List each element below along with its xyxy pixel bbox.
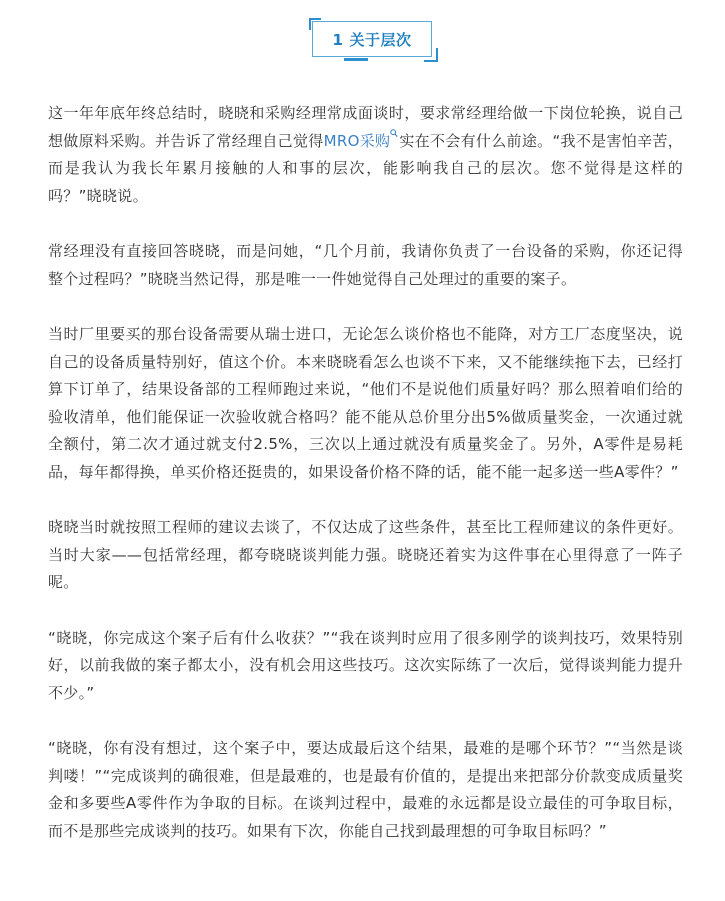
paragraph-text: 这一年年底年终总结时，晓晓和采购经理常成面谈时，要求常经理给做一下岗位轮换，说自己想做原料采购。并告诉了常经理自己觉得 xyxy=(48,104,683,150)
paragraph-5: “晓晓，你完成这个案子后有什么收获？”“我在谈判时应用了很多刚学的谈判技巧，效果特别好，以前我做的案子都太小，没有机会用这些技巧。这次实际练了一次后，觉得谈判能力提升不少。” xyxy=(48,628,683,702)
section-title-box xyxy=(312,21,432,57)
paragraph-2: 常经理没有直接回答晓晓，而是问她，“几个月前，我请你负责了一台设备的采购，你还记得整个过程吗？”晓晓当然记得，那是唯一一件她觉得自己处理过的重要的案子。 xyxy=(48,242,683,288)
title-corner-decoration xyxy=(424,48,438,62)
section-title-label: 关于层次 xyxy=(349,30,412,49)
mro-purchase-link[interactable] xyxy=(324,132,400,150)
paragraph-6: “晓晓，你有没有想过，这个案子中，要达成最后这个结果，最难的是哪个环节？”“当然是谈判喽！”“完成谈判的确很难，但是最难的，也是最有价值的，是提出来把部分价款变成质量奖金和多要些A零件作为争取的目标。在谈判过程中，最难的永远都是设立最佳的可争取目标，而不是那些完成谈判的技巧。如果有下次，你能自己找到最理想的可争取目标吗？” xyxy=(48,739,683,840)
paragraph-4: 晓晓当时就按照工程师的建议去谈了，不仅达成了这些条件，甚至比工程师建议的条件更好。当时大家——包括常经理，都夸晓晓谈判能力强。晓晓还着实为这件事在心里得意了一阵子呢。 xyxy=(48,518,683,591)
section-title xyxy=(312,18,438,62)
link-text: MRO采购 xyxy=(323,131,391,150)
search-icon xyxy=(390,129,398,139)
paragraph-3: 当时厂里要买的那台设备需要从瑞士进口，无论怎么谈价格也不能降，对方工厂态度坚决，说自己的设备质量特别好，值这个价。本来晓晓看怎么也谈不下来，又不能继续拖下去，已经打算下订单了，结果设备部的工程师跑过来说，“他们不是说他们质量好吗？那么照着咱们给的验收清单，他们能保证一次验收就合格吗？能不能从总价里分出5%做质量奖金，一次通过就全额付，第二次才通过就支付2.5%，三次以上通过就没有质量奖金了。另外，A零件是易耗品，每年都得换，单买价格还挺贵的，如果设备价格不降的话，能不能一起多送一些A零件？” xyxy=(48,325,683,481)
title-underline-decoration xyxy=(344,58,368,61)
paragraph-text: 实在不会有什么前途。“我不是害怕辛苦，而是我认为我长年累月接触的人和事的层次，能影响我自己的层次。您不觉得是这样的吗？”晓晓说。 xyxy=(48,131,684,205)
section-number: 1 xyxy=(332,30,344,49)
article-body xyxy=(48,100,683,873)
section-title-text xyxy=(333,29,412,50)
paragraph-1 xyxy=(48,100,683,210)
